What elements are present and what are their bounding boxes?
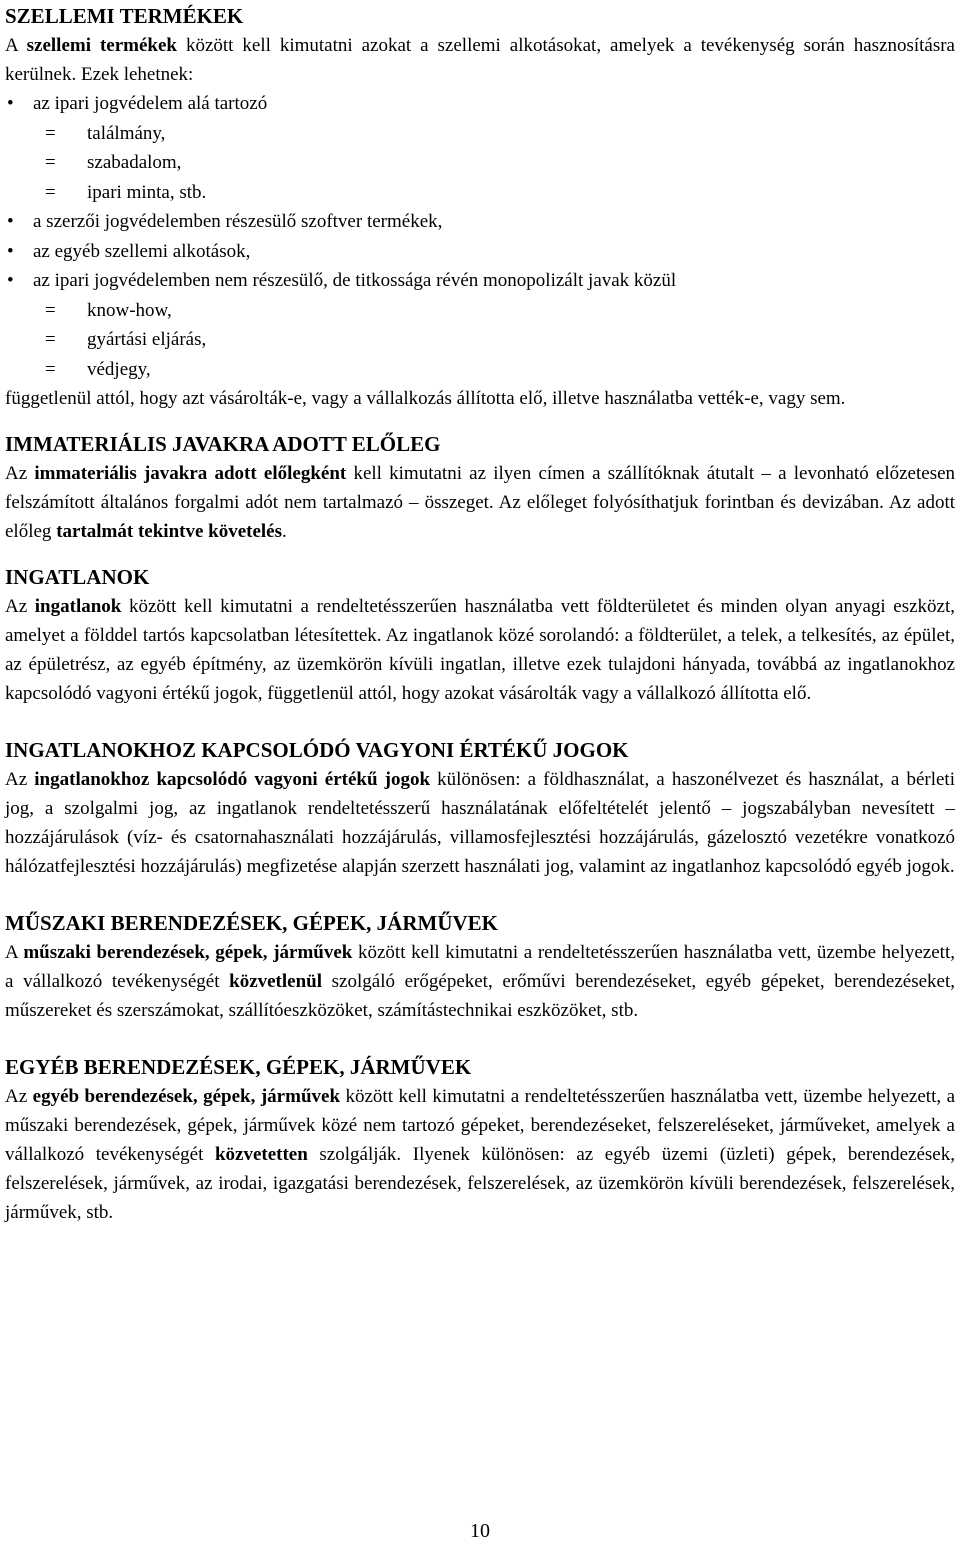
bullet-icon: • <box>7 270 14 291</box>
list-item: • az egyéb szellemi alkotások, <box>5 237 955 267</box>
list-szellemi-termekek <box>5 89 955 384</box>
page-number: 10 <box>470 1520 490 1542</box>
paragraph-muszaki-berendezesek: A műszaki berendezések, gépek, járművek között kell kimutatni a rendeltetésszerűen használatba vett, üzembe helyezett, a vállalkozó tevékenységét közvetlenül szolgáló erőgépeket, erőművi berendezéseket, egyéb gépeket, berendezéseket, műszereket és szerszámokat, szállítóeszközöket, számítástechnikai eszközöket, stb. <box>5 942 956 1021</box>
section-heading-muszaki-berendezesek: MŰSZAKI BERENDEZÉSEK, GÉPEK, JÁRMŰVEK <box>5 911 498 935</box>
section-heading-ingatlanok: INGATLANOK <box>5 565 150 589</box>
equals-bullet-icon: = <box>45 329 56 350</box>
bullet-icon: • <box>7 240 14 262</box>
list-item: = ipari minta, stb. <box>5 178 955 208</box>
paragraph-immaterialis-eloleg: Az immateriális javakra adott előlegként kell kimutatni az ilyen címen a szállítóknak átutalt – a levonható előzetesen felszámított általános forgalmi adót nem tartalmazó – összeget. Az előleget folyósíthatjuk forintban és devizában. Az adott előleg tartalmát tekintve követelés. <box>5 463 956 542</box>
equals-bullet-icon: = <box>45 181 56 203</box>
equals-bullet-icon: = <box>45 152 56 173</box>
section-heading-immaterialis-eloleg: IMMATERIÁLIS JAVAKRA ADOTT ELŐLEG <box>5 432 441 456</box>
list-item: = gyártási eljárás, <box>5 325 955 355</box>
list-item: = védjegy, <box>5 355 955 385</box>
equals-bullet-icon: = <box>45 358 56 380</box>
paragraph-egyeb-berendezesek: Az egyéb berendezések, gépek, járművek között kell kimutatni a rendeltetésszerűen használatba vett, üzembe helyezett, a műszaki berendezések, gépek, járművek közé nem tartozó gépeket, berendezéseket, felszereléseket, járműveket, amelyek a vállalkozó tevékenységét közvetetten szolgálják. Ilyenek különösen: az egyéb üzemi (üzleti) gépek, berendezések, felszerelések, járművek, az irodai, igazgatási berendezések, felszerelések, az üzemkörön kívüli berendezések, felszerelések, járművek, stb. <box>5 1086 956 1223</box>
list-item: • az ipari jogvédelem alá tartozó <box>5 89 955 119</box>
section-heading-szellemi-termekek: SZELLEMI TERMÉKEK <box>5 4 244 28</box>
document-page <box>5 2 955 1227</box>
paragraph-ingatlan-jogok: Az ingatlanokhoz kapcsolódó vagyoni értékű jogok különösen: a földhasználat, a haszonélvezet és használat, a bérleti jog, a szolgalmi jog, az ingatlanok rendeltetésszerű használatának előfeltételét jelentő – jogszabályban nevesített – hozzájárulások (víz- és csatornahasználati hozzájárulás, villamosfejlesztési hozzájárulás, gázelosztó vezetékre vonatkozó hálózatfejlesztési hozzájárulás) megfizetése alapján szerzett használati jog, valamint az ingatlanhoz kapcsolódó egyéb jogok. <box>5 769 955 877</box>
list-item: • az ipari jogvédelemben nem részesülő, de titkossága révén monopolizált javak közül <box>5 266 955 296</box>
list-item: = szabadalom, <box>5 148 955 178</box>
equals-bullet-icon: = <box>45 299 56 321</box>
list-item: = találmány, <box>5 119 955 149</box>
bullet-icon: • <box>7 93 14 114</box>
section-heading-egyeb-berendezesek: EGYÉB BERENDEZÉSEK, GÉPEK, JÁRMŰVEK <box>5 1055 472 1079</box>
paragraph-szellemi-closing: függetlenül attól, hogy azt vásárolták-e, vagy a vállalkozás állította elő, illetve használatba vették-e, vagy sem. <box>5 388 846 409</box>
section-heading-ingatlan-jogok: INGATLANOKHOZ KAPCSOLÓDÓ VAGYONI ÉRTÉKŰ JOGOK <box>5 738 629 762</box>
equals-bullet-icon: = <box>45 122 56 144</box>
list-item: = know-how, <box>5 296 955 326</box>
paragraph-szellemi-intro: A szellemi termékek között kell kimutatni azokat a szellemi alkotásokat, amelyek a tevékenység során hasznosításra kerülnek. Ezek lehetnek: <box>5 35 955 85</box>
list-item: • a szerzői jogvédelemben részesülő szoftver termékek, <box>5 207 955 237</box>
bullet-icon: • <box>7 211 14 232</box>
paragraph-ingatlanok: Az ingatlanok között kell kimutatni a rendeltetésszerűen használatba vett földterületet és minden olyan anyagi eszközt, amelyet a földdel tartós kapcsolatban létesítettek. Az ingatlanok közé sorolandó: a földterület, a telek, a telkesítés, az épület, az épületrész, az egyéb építmény, az üzemkörön kívüli ingatlan, illetve ezek tulajdoni hányada, továbbá az ingatlanokhoz kapcsolódó vagyoni értékű jogok, függetlenül attól, hogy azokat vásárolták vagy a vállalkozó állította elő. <box>5 596 956 704</box>
